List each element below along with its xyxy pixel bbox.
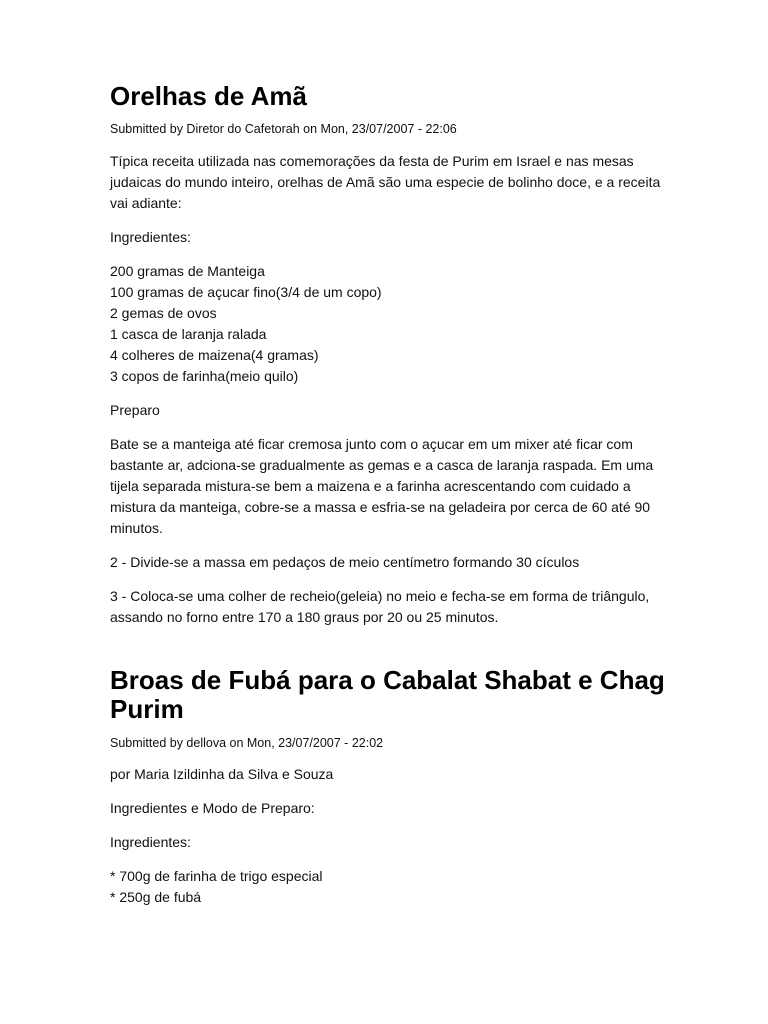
- submitted-info: Submitted by Diretor do Cafetorah on Mon, 23/07/2007 - 22:06: [110, 122, 457, 136]
- ingredient-item: * 250g de fubá: [110, 889, 202, 905]
- section-heading: Ingredientes e Modo de Preparo:: [110, 800, 315, 816]
- ingredients-list: [110, 261, 668, 387]
- prep-heading: Preparo: [110, 402, 160, 418]
- prep-step: 2 - Divide-se a massa em pedaços de meio centímetro formando 30 cículos: [110, 554, 580, 570]
- author-line: por Maria Izildinha da Silva e Souza: [110, 766, 334, 782]
- ingredient-item: 1 casca de laranja ralada: [110, 326, 267, 342]
- article-title: Orelhas de Amã: [110, 81, 308, 111]
- prep-step: Bate se a manteiga até ficar cremosa junto com o açucar em um mixer até ficar com bastante ar, adciona-se gradualmente as gemas e a casca de laranja raspada. Em uma tijela separada mistura-se bem a maizena e a farinha acrescentando com cuidado a mistura da manteiga, cobre-se a massa e esfria-se na geladeira por cerca de 60 até 90 minutos.: [110, 436, 654, 536]
- article-broas-de-fuba: [110, 666, 668, 908]
- ingredient-item: 2 gemas de ovos: [110, 305, 217, 321]
- ingredient-item: 4 colheres de maizena(4 gramas): [110, 347, 319, 363]
- ingredients-heading: Ingredientes:: [110, 834, 191, 850]
- ingredient-item: 200 gramas de Manteiga: [110, 263, 265, 279]
- article-orelhas-de-ama: [110, 82, 668, 628]
- ingredient-item: 100 gramas de açucar fino(3/4 de um copo): [110, 284, 382, 300]
- intro-paragraph: Típica receita utilizada nas comemorações da festa de Purim em Israel e nas mesas judaicas do mundo inteiro, orelhas de Amã são uma especie de bolinho doce, e a receita vai adiante:: [110, 153, 661, 211]
- ingredients-list: [110, 866, 668, 908]
- article-title: Broas de Fubá para o Cabalat Shabat e Chag Purim: [110, 665, 665, 724]
- ingredient-item: 3 copos de farinha(meio quilo): [110, 368, 299, 384]
- ingredients-heading: Ingredientes:: [110, 229, 191, 245]
- submitted-info: Submitted by dellova on Mon, 23/07/2007 - 22:02: [110, 736, 384, 750]
- ingredient-item: * 700g de farinha de trigo especial: [110, 868, 323, 884]
- prep-step: 3 - Coloca-se uma colher de recheio(geleia) no meio e fecha-se em forma de triângulo, assando no forno entre 170 a 180 graus por 20 ou 25 minutos.: [110, 588, 650, 625]
